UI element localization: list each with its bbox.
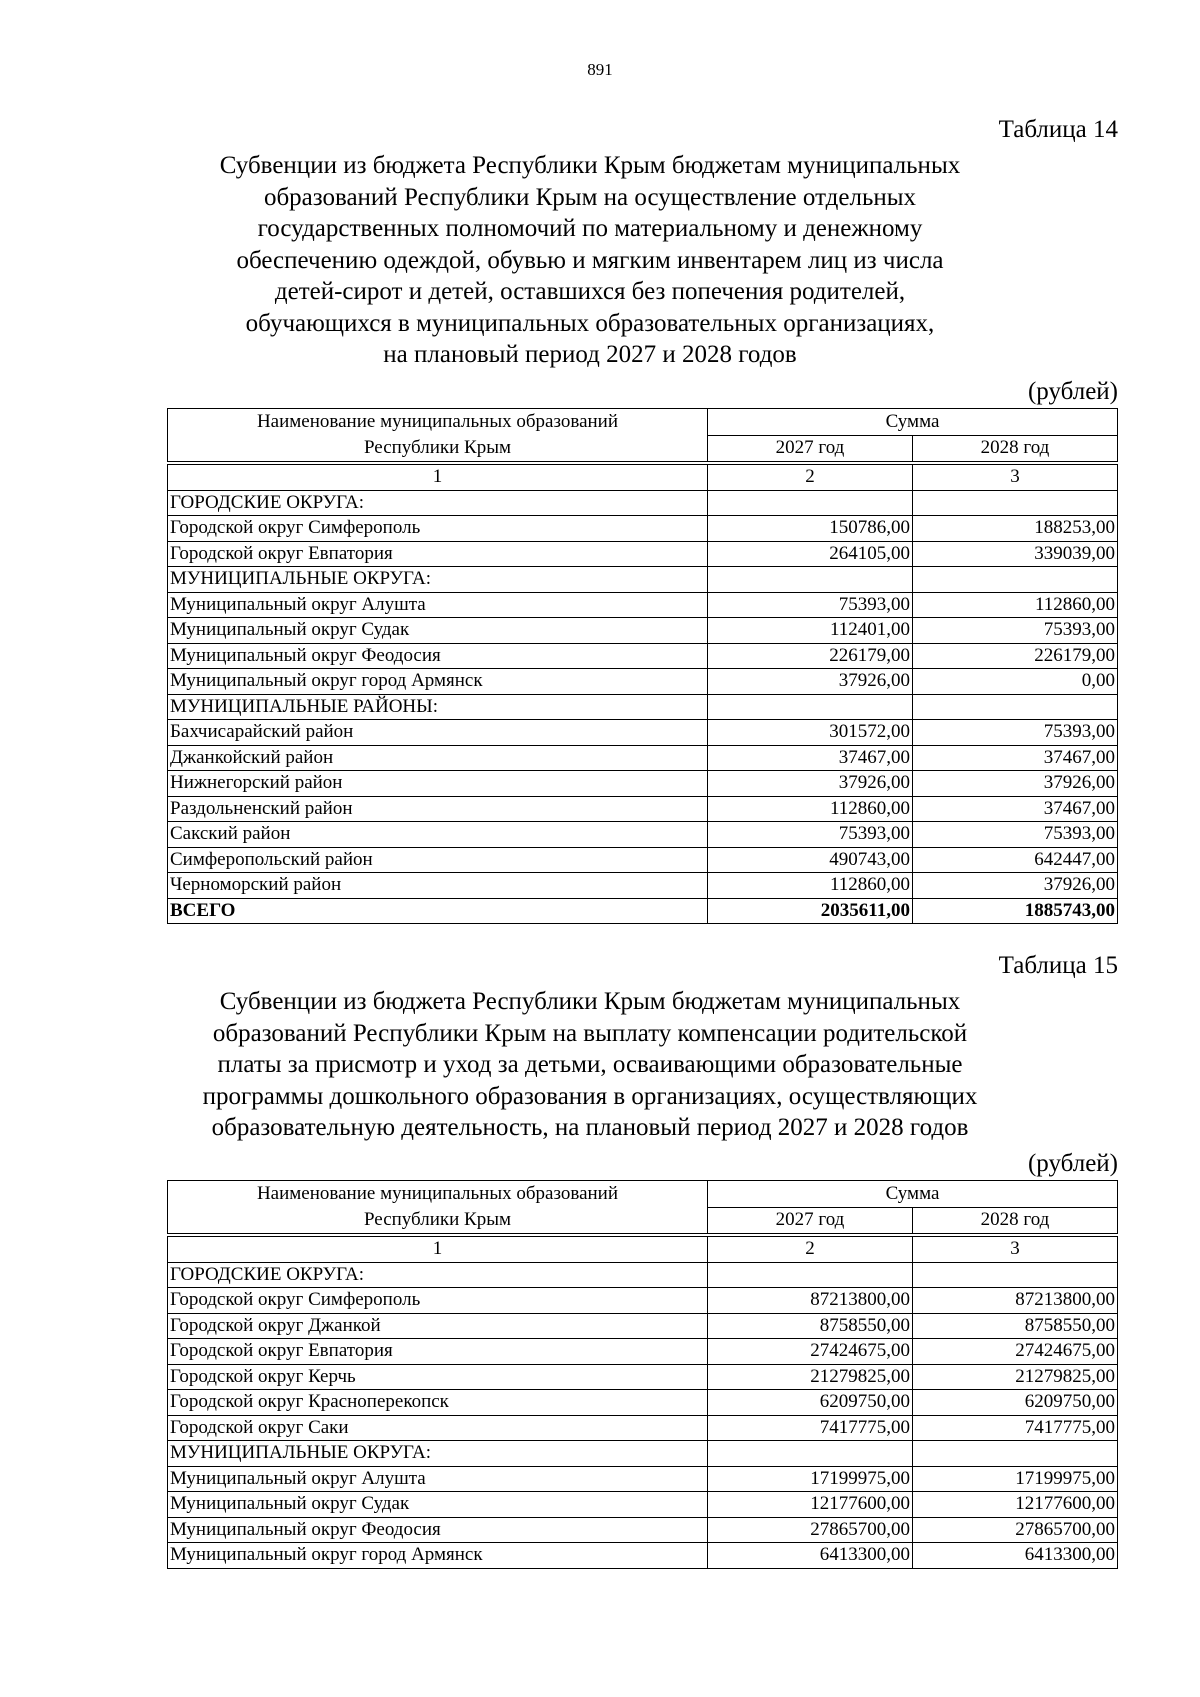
row-value-2028: 87213800,00 — [913, 1288, 1118, 1314]
row-value-2028 — [913, 1262, 1118, 1288]
header-col-num-1: 1 — [168, 465, 708, 491]
row-name: Муниципальный округ Феодосия — [168, 1517, 708, 1543]
table-row — [168, 1262, 1118, 1288]
row-value-2028: 112860,00 — [913, 592, 1118, 618]
row-value-2027 — [708, 694, 913, 720]
total-label: ВСЕГО — [168, 898, 708, 924]
table-row — [168, 1415, 1118, 1441]
title-line: на плановый период 2027 и 2028 годов — [383, 341, 797, 368]
header-col-num-2: 2 — [708, 465, 913, 491]
title-line: образований Республики Крым на осуществление отдельных — [263, 183, 917, 211]
table-row — [168, 490, 1118, 516]
header-name-cell — [168, 1181, 708, 1234]
row-value-2028: 37926,00 — [913, 771, 1118, 797]
header-sum: Сумма — [708, 409, 1118, 436]
table-14-label: Таблица 14 — [998, 116, 1118, 143]
total-row — [168, 898, 1118, 924]
header-col-num-3: 3 — [913, 465, 1118, 491]
row-value-2027: 6209750,00 — [708, 1390, 913, 1416]
row-name: Городской округ Евпатория — [168, 541, 708, 567]
table-row — [168, 1441, 1118, 1467]
row-name: Муниципальный округ Судак — [168, 618, 708, 644]
row-value-2028 — [913, 1441, 1118, 1467]
row-value-2028: 21279825,00 — [913, 1364, 1118, 1390]
row-name: Нижнегорский район — [168, 771, 708, 797]
row-value-2028: 642447,00 — [913, 847, 1118, 873]
table-row — [168, 1517, 1118, 1543]
table-14-footer — [168, 898, 1118, 924]
table-row — [168, 796, 1118, 822]
row-name: Симферопольский район — [168, 847, 708, 873]
table-14-header — [168, 409, 1118, 491]
table-row — [168, 1313, 1118, 1339]
table-row — [168, 669, 1118, 695]
row-value-2028 — [913, 567, 1118, 593]
table-14 — [167, 408, 1118, 924]
row-value-2027 — [708, 490, 913, 516]
row-value-2027: 6413300,00 — [708, 1543, 913, 1569]
row-name: Городской округ Саки — [168, 1415, 708, 1441]
title-line: Субвенции из бюджета Республики Крым бюджетам муниципальных — [219, 988, 961, 1015]
header-year-2028: 2028 год — [913, 435, 1118, 462]
title-line: Субвенции из бюджета Республики Крым бюджетам муниципальных — [219, 152, 961, 179]
header-year-2027: 2027 год — [708, 1207, 913, 1234]
table-15 — [167, 1180, 1118, 1569]
header-col-num-1: 1 — [168, 1237, 708, 1263]
row-value-2028: 188253,00 — [913, 516, 1118, 542]
table-row — [168, 618, 1118, 644]
row-value-2027: 75393,00 — [708, 822, 913, 848]
table-row — [168, 1339, 1118, 1365]
row-value-2028: 0,00 — [913, 669, 1118, 695]
row-value-2027: 301572,00 — [708, 720, 913, 746]
header-name-line2: Республики Крым — [363, 437, 512, 458]
title-line: образований Республики Крым на выплату компенсации родительской — [212, 1019, 968, 1047]
title-line: обучающихся в муниципальных образовательных организациях, — [245, 309, 935, 337]
table-row — [168, 847, 1118, 873]
table-15-units: (рублей) — [1027, 1150, 1118, 1177]
row-name: Городской округ Красноперекопск — [168, 1390, 708, 1416]
row-name: Муниципальный округ Феодосия — [168, 643, 708, 669]
table-row — [168, 567, 1118, 593]
row-value-2027: 150786,00 — [708, 516, 913, 542]
row-name: Городской округ Евпатория — [168, 1339, 708, 1365]
row-value-2027: 112401,00 — [708, 618, 913, 644]
row-name: МУНИЦИПАЛЬНЫЕ ОКРУГА: — [168, 567, 708, 593]
header-year-2027: 2027 год — [708, 435, 913, 462]
table-row — [168, 1466, 1118, 1492]
row-value-2027 — [708, 567, 913, 593]
header-year-2028: 2028 год — [913, 1207, 1118, 1234]
title-line: государственных полномочий по материальному и денежному — [257, 215, 923, 242]
row-value-2027: 112860,00 — [708, 796, 913, 822]
table-15-body — [168, 1262, 1118, 1568]
header-sum: Сумма — [708, 1181, 1118, 1208]
table-15-label: Таблица 15 — [998, 952, 1118, 979]
row-value-2027: 8758550,00 — [708, 1313, 913, 1339]
row-value-2028: 27865700,00 — [913, 1517, 1118, 1543]
row-value-2028: 75393,00 — [913, 822, 1118, 848]
row-name: Городской округ Симферополь — [168, 516, 708, 542]
row-name: Муниципальный округ город Армянск — [168, 669, 708, 695]
row-value-2028: 75393,00 — [913, 720, 1118, 746]
table-15-title — [120, 986, 1060, 1144]
row-value-2028 — [913, 694, 1118, 720]
row-value-2027: 12177600,00 — [708, 1492, 913, 1518]
row-value-2027: 17199975,00 — [708, 1466, 913, 1492]
total-2028: 1885743,00 — [913, 898, 1118, 924]
header-name-line1: Наименование муниципальных образований — [256, 1183, 619, 1204]
title-line: образовательную деятельность, на плановый период 2027 и 2028 годов — [211, 1114, 969, 1141]
table-row — [168, 720, 1118, 746]
row-value-2027: 112860,00 — [708, 873, 913, 899]
row-value-2027: 490743,00 — [708, 847, 913, 873]
row-value-2027: 21279825,00 — [708, 1364, 913, 1390]
row-value-2028: 7417775,00 — [913, 1415, 1118, 1441]
row-name: Джанкойский район — [168, 745, 708, 771]
row-name: МУНИЦИПАЛЬНЫЕ ОКРУГА: — [168, 1441, 708, 1467]
title-line: программы дошкольного образования в организациях, осуществляющих — [202, 1082, 978, 1110]
row-value-2027: 37926,00 — [708, 771, 913, 797]
table-row — [168, 745, 1118, 771]
table-row — [168, 694, 1118, 720]
row-name: Муниципальный округ Алушта — [168, 592, 708, 618]
table-15-header — [168, 1181, 1118, 1263]
row-value-2028: 12177600,00 — [913, 1492, 1118, 1518]
table-row — [168, 1390, 1118, 1416]
title-line: платы за присмотр и уход за детьми, осваивающими образовательные — [217, 1051, 963, 1078]
row-value-2027: 27424675,00 — [708, 1339, 913, 1365]
row-value-2028: 17199975,00 — [913, 1466, 1118, 1492]
row-value-2027: 75393,00 — [708, 592, 913, 618]
row-value-2028: 8758550,00 — [913, 1313, 1118, 1339]
row-value-2028: 27424675,00 — [913, 1339, 1118, 1365]
title-line: обеспечению одеждой, обувью и мягким инвентарем лиц из числа — [236, 246, 944, 274]
header-name-line1: Наименование муниципальных образований — [256, 411, 619, 432]
row-name: Сакский район — [168, 822, 708, 848]
title-line: детей-сирот и детей, оставшихся без попечения родителей, — [274, 278, 906, 305]
row-value-2027: 226179,00 — [708, 643, 913, 669]
row-value-2028: 6413300,00 — [913, 1543, 1118, 1569]
row-value-2027 — [708, 1262, 913, 1288]
row-name: Городской округ Джанкой — [168, 1313, 708, 1339]
header-col-num-3: 3 — [913, 1237, 1118, 1263]
table-row — [168, 822, 1118, 848]
row-name: Муниципальный округ Алушта — [168, 1466, 708, 1492]
row-value-2028: 339039,00 — [913, 541, 1118, 567]
row-name: Городской округ Симферополь — [168, 1288, 708, 1314]
table-row — [168, 1364, 1118, 1390]
row-name: МУНИЦИПАЛЬНЫЕ РАЙОНЫ: — [168, 694, 708, 720]
row-value-2028: 226179,00 — [913, 643, 1118, 669]
table-row — [168, 1543, 1118, 1569]
row-value-2028 — [913, 490, 1118, 516]
table-14-body — [168, 490, 1118, 898]
row-name: Муниципальный округ город Армянск — [168, 1543, 708, 1569]
row-value-2028: 75393,00 — [913, 618, 1118, 644]
row-name: Раздольненский район — [168, 796, 708, 822]
table-row — [168, 592, 1118, 618]
table-row — [168, 771, 1118, 797]
row-value-2027: 27865700,00 — [708, 1517, 913, 1543]
row-value-2027: 264105,00 — [708, 541, 913, 567]
table-14-title — [120, 150, 1060, 371]
row-name: Черноморский район — [168, 873, 708, 899]
row-value-2027: 87213800,00 — [708, 1288, 913, 1314]
table-row — [168, 516, 1118, 542]
row-name: Бахчисарайский район — [168, 720, 708, 746]
row-value-2028: 37926,00 — [913, 873, 1118, 899]
table-row — [168, 1288, 1118, 1314]
table-row — [168, 541, 1118, 567]
total-2027: 2035611,00 — [708, 898, 913, 924]
row-value-2027: 37926,00 — [708, 669, 913, 695]
table-row — [168, 643, 1118, 669]
row-value-2028: 37467,00 — [913, 745, 1118, 771]
row-name: ГОРОДСКИЕ ОКРУГА: — [168, 1262, 708, 1288]
header-col-num-2: 2 — [708, 1237, 913, 1263]
table-row — [168, 1492, 1118, 1518]
row-value-2027 — [708, 1441, 913, 1467]
row-name: Муниципальный округ Судак — [168, 1492, 708, 1518]
header-name-line2: Республики Крым — [363, 1209, 512, 1230]
page-number: 891 — [587, 60, 613, 79]
table-14-units: (рублей) — [1027, 378, 1118, 405]
header-name-cell — [168, 409, 708, 462]
row-value-2028: 37467,00 — [913, 796, 1118, 822]
row-value-2028: 6209750,00 — [913, 1390, 1118, 1416]
row-value-2027: 7417775,00 — [708, 1415, 913, 1441]
table-row — [168, 873, 1118, 899]
row-value-2027: 37467,00 — [708, 745, 913, 771]
row-name: Городской округ Керчь — [168, 1364, 708, 1390]
row-name: ГОРОДСКИЕ ОКРУГА: — [168, 490, 708, 516]
